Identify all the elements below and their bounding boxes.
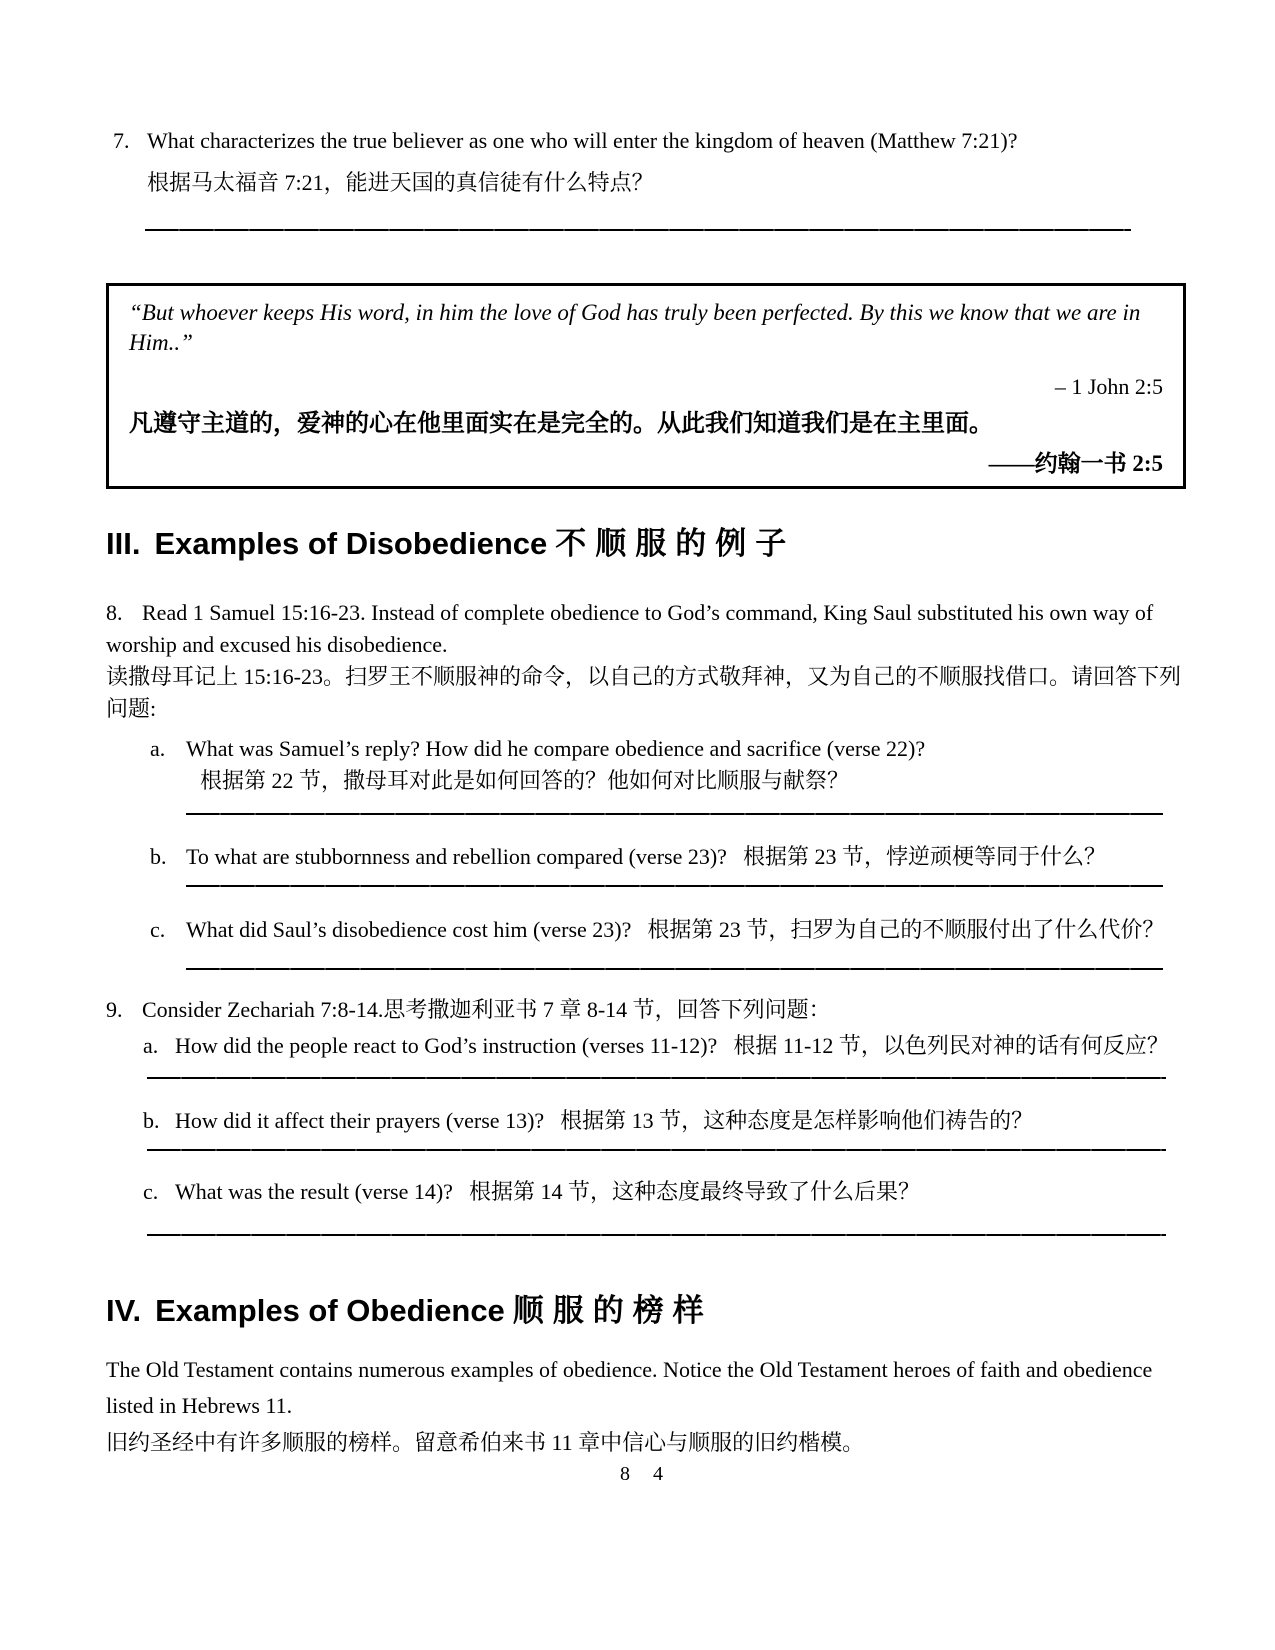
section-iii-title-zh: 不顺服的例子 <box>555 526 796 561</box>
question-8b-label: b. <box>150 844 167 869</box>
question-9c-text-zh: 根据第 14 节，这种态度最终导致了什么后果？ <box>468 1179 920 1204</box>
page-number: 8 4 <box>620 1463 672 1485</box>
quote-text-en: “But whoever keeps His word, in him the love of God has truly been perfected. By this we know that we are in Him..” <box>129 300 1141 355</box>
answer-blank-line-8c <box>186 968 1163 970</box>
section-iii-number: III. <box>106 526 141 561</box>
quote-reference-en: – 1 John 2:5 <box>1054 374 1163 399</box>
question-8b-text-en: To what are stubbornness and rebellion compared (verse 23)? <box>186 844 727 869</box>
section-iv-title-en: Examples of Obedience <box>155 1293 505 1328</box>
question-9-text-zh: 思考撒迦利亚书 7 章 8-14 节，回答下列问题： <box>383 997 831 1022</box>
question-9c <box>143 1176 1186 1208</box>
answer-blank-line-8a <box>186 813 1163 815</box>
answer-blank-line-q7 <box>145 229 1131 231</box>
question-7-text-en: What characterizes the true believer as one who will enter the kingdom of heaven (Matthew 7:21)? <box>147 128 1018 153</box>
question-9-text-en: Consider Zechariah 7:8-14. <box>142 997 384 1022</box>
question-8-number: 8. <box>106 600 123 625</box>
question-8a-label: a. <box>150 736 166 761</box>
scripture-quote-box <box>106 283 1186 489</box>
question-9a-label: a. <box>143 1033 159 1058</box>
question-9-number: 9. <box>106 997 123 1022</box>
quote-reference-zh: ——约翰一书 2:5 <box>988 451 1163 476</box>
section-iv-number: IV. <box>106 1293 142 1328</box>
question-9b-label: b. <box>143 1108 160 1133</box>
closing-paragraph-en: The Old Testament contains numerous examples of obedience. Notice the Old Testament heroes of faith and obedience listed in Hebrews 11. <box>106 1357 1153 1418</box>
question-9b-text-zh: 根据第 13 节，这种态度是怎样影响他们祷告的？ <box>560 1108 1034 1133</box>
section-iv-title-zh: 顺服的榜样 <box>512 1293 713 1328</box>
question-9b-text-en: How did it affect their prayers (verse 13)? <box>175 1108 545 1133</box>
question-8b <box>150 841 1186 873</box>
answer-blank-line-9c <box>147 1234 1166 1236</box>
question-9a-text-en: How did the people react to God’s instruction (verses 11-12)? <box>175 1033 718 1058</box>
answer-blank-line-9a <box>147 1077 1166 1079</box>
question-7-number: 7. <box>113 128 130 153</box>
question-9c-text-en: What was the result (verse 14)? <box>175 1179 453 1204</box>
question-8a-text-en: What was Samuel’s reply? How did he compare obedience and sacrifice (verse 22)? <box>186 736 926 761</box>
answer-blank-line-9b <box>147 1149 1166 1151</box>
closing-paragraph-zh: 旧约圣经中有许多顺服的榜样。留意希伯来书 11 章中信心与顺服的旧约楷模。 <box>106 1430 865 1455</box>
question-8 <box>106 597 1186 725</box>
question-9a <box>143 1030 1186 1062</box>
section-iii-title-en: Examples of Disobedience <box>154 526 548 561</box>
question-9a-text-zh: 根据 11-12 节，以色列民对神的话有何反应？ <box>733 1033 1169 1058</box>
question-8a <box>150 733 1186 797</box>
question-8c-text-zh: 根据第 23 节，扫罗为自己的不顺服付出了什么代价？ <box>647 917 1165 942</box>
question-9c-label: c. <box>143 1179 159 1204</box>
question-8c-text-en: What did Saul’s disobedience cost him (verse 23)? <box>186 917 632 942</box>
question-8c <box>150 914 1186 946</box>
question-7 <box>106 120 1186 204</box>
answer-blank-line-8b <box>186 885 1163 887</box>
question-7-text-zh: 根据马太福音 7:21，能进天国的真信徒有什么特点？ <box>147 170 654 195</box>
question-9 <box>106 994 1186 1026</box>
question-8c-label: c. <box>150 917 166 942</box>
quote-text-zh: 凡遵守主道的，爱神的心在他里面实在是完全的。从此我们知道我们是在主里面。 <box>129 411 993 437</box>
question-8-text-zh: 读撒母耳记上 15:16-23。扫罗王不顺服神的命令，以自己的方式敬拜神，又为自己的不顺服找借口。请回答下列问题: <box>106 664 1181 721</box>
question-8b-text-zh: 根据第 23 节，悖逆顽梗等同于什么？ <box>742 844 1106 869</box>
question-9b <box>143 1105 1186 1137</box>
question-8a-text-zh: 根据第 22 节，撒母耳对此是如何回答的？他如何对比顺服与献祭？ <box>200 768 850 793</box>
section-iv-heading <box>106 1288 1186 1334</box>
section-iii-heading <box>106 521 1186 567</box>
question-8-text-en: Read 1 Samuel 15:16-23. Instead of complete obedience to God’s command, King Saul substituted his own way of worship and excused his disobedience. <box>106 600 1154 657</box>
